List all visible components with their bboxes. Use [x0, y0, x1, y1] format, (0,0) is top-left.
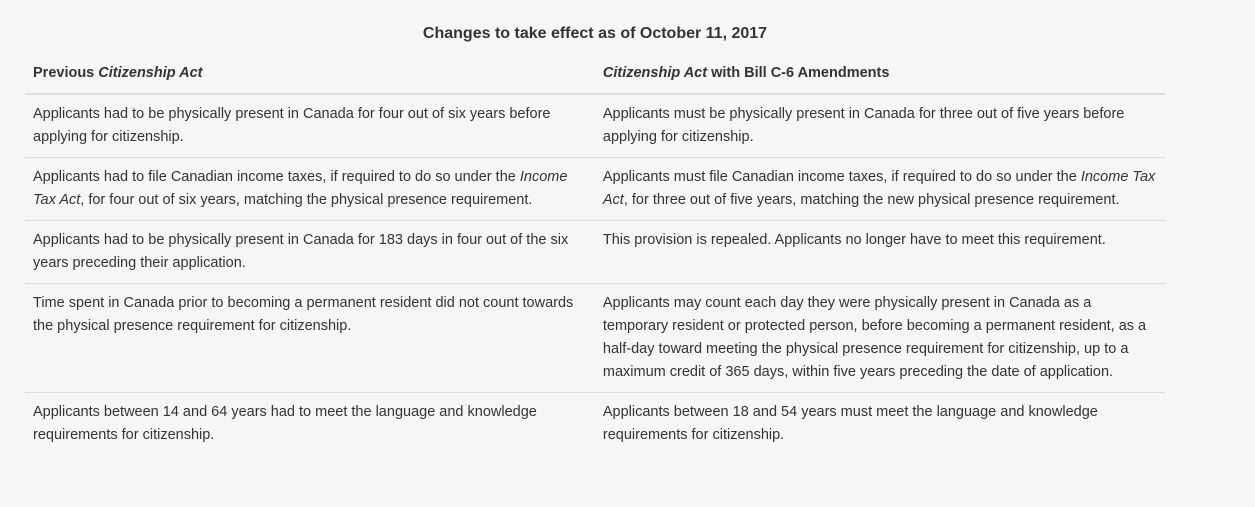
cell-text: This provision is repealed. Applicants no longer have to meet this requirement. — [602, 232, 1106, 248]
header-amended-suffix: with Bill C-6 Amendments — [707, 65, 890, 81]
table-row — [25, 221, 1165, 284]
table-row — [25, 94, 1165, 158]
header-amended-act — [595, 57, 1165, 94]
cell-previous — [25, 158, 595, 221]
cell-text-after: , for four out of six years, matching the physical presence requirement. — [80, 192, 533, 208]
cell-amended — [595, 94, 1165, 158]
cell-amended — [595, 221, 1165, 284]
cell-text: Applicants had to be physically present in Canada for four out of six years before applying for citizenship. — [33, 106, 551, 145]
cell-italic: Income Tax Act — [33, 169, 568, 208]
cell-text: Applicants had to file Canadian income taxes, if required to do so under the — [33, 169, 520, 185]
cell-text: Applicants must be physically present in Canada for three out of five years before applying for citizenship. — [602, 106, 1125, 145]
table-row — [25, 158, 1165, 221]
cell-text: Applicants between 14 and 64 years had to meet the language and knowledge requirements for citizenship. — [33, 404, 537, 443]
header-previous-italic: Citizenship Act — [98, 65, 203, 81]
header-amended-italic: Citizenship Act — [602, 65, 708, 81]
table-body — [25, 94, 1165, 455]
table-header — [25, 57, 1165, 94]
cell-previous — [25, 221, 595, 284]
cell-amended — [595, 284, 1165, 393]
cell-text: Time spent in Canada prior to becoming a permanent resident did not count towards the physical presence requirement for citizenship. — [33, 295, 574, 334]
table-caption: Changes to take effect as of October 11, 2017 — [422, 25, 768, 42]
cell-text: Applicants may count each day they were physically present in Canada as a temporary resident or protected person, before becoming a permanent resident, as a half-day toward meeting the physical presence requirement for citizenship, up to a maximum credit of 365 days, within five years preceding the date of application. — [602, 295, 1147, 380]
cell-text: Applicants must file Canadian income taxes, if required to do so under the — [602, 169, 1081, 185]
cell-text-after: , for three out of five years, matching the new physical presence requirement. — [623, 192, 1120, 208]
cell-previous — [25, 284, 595, 393]
header-previous-prefix: Previous — [33, 65, 99, 81]
cell-amended — [595, 158, 1165, 221]
cell-text: Applicants had to be physically present in Canada for 183 days in four out of the six years preceding their application. — [33, 232, 569, 271]
header-row — [25, 57, 1165, 94]
table-row — [25, 284, 1165, 393]
cell-previous — [25, 94, 595, 158]
header-previous-act — [25, 57, 595, 94]
table-row — [25, 393, 1165, 456]
comparison-table — [25, 57, 1165, 455]
cell-previous — [25, 393, 595, 456]
cell-amended — [595, 393, 1165, 456]
cell-text: Applicants between 18 and 54 years must meet the language and knowledge requirements for citizenship. — [602, 404, 1098, 443]
cell-italic: Income Tax Act — [602, 169, 1156, 208]
